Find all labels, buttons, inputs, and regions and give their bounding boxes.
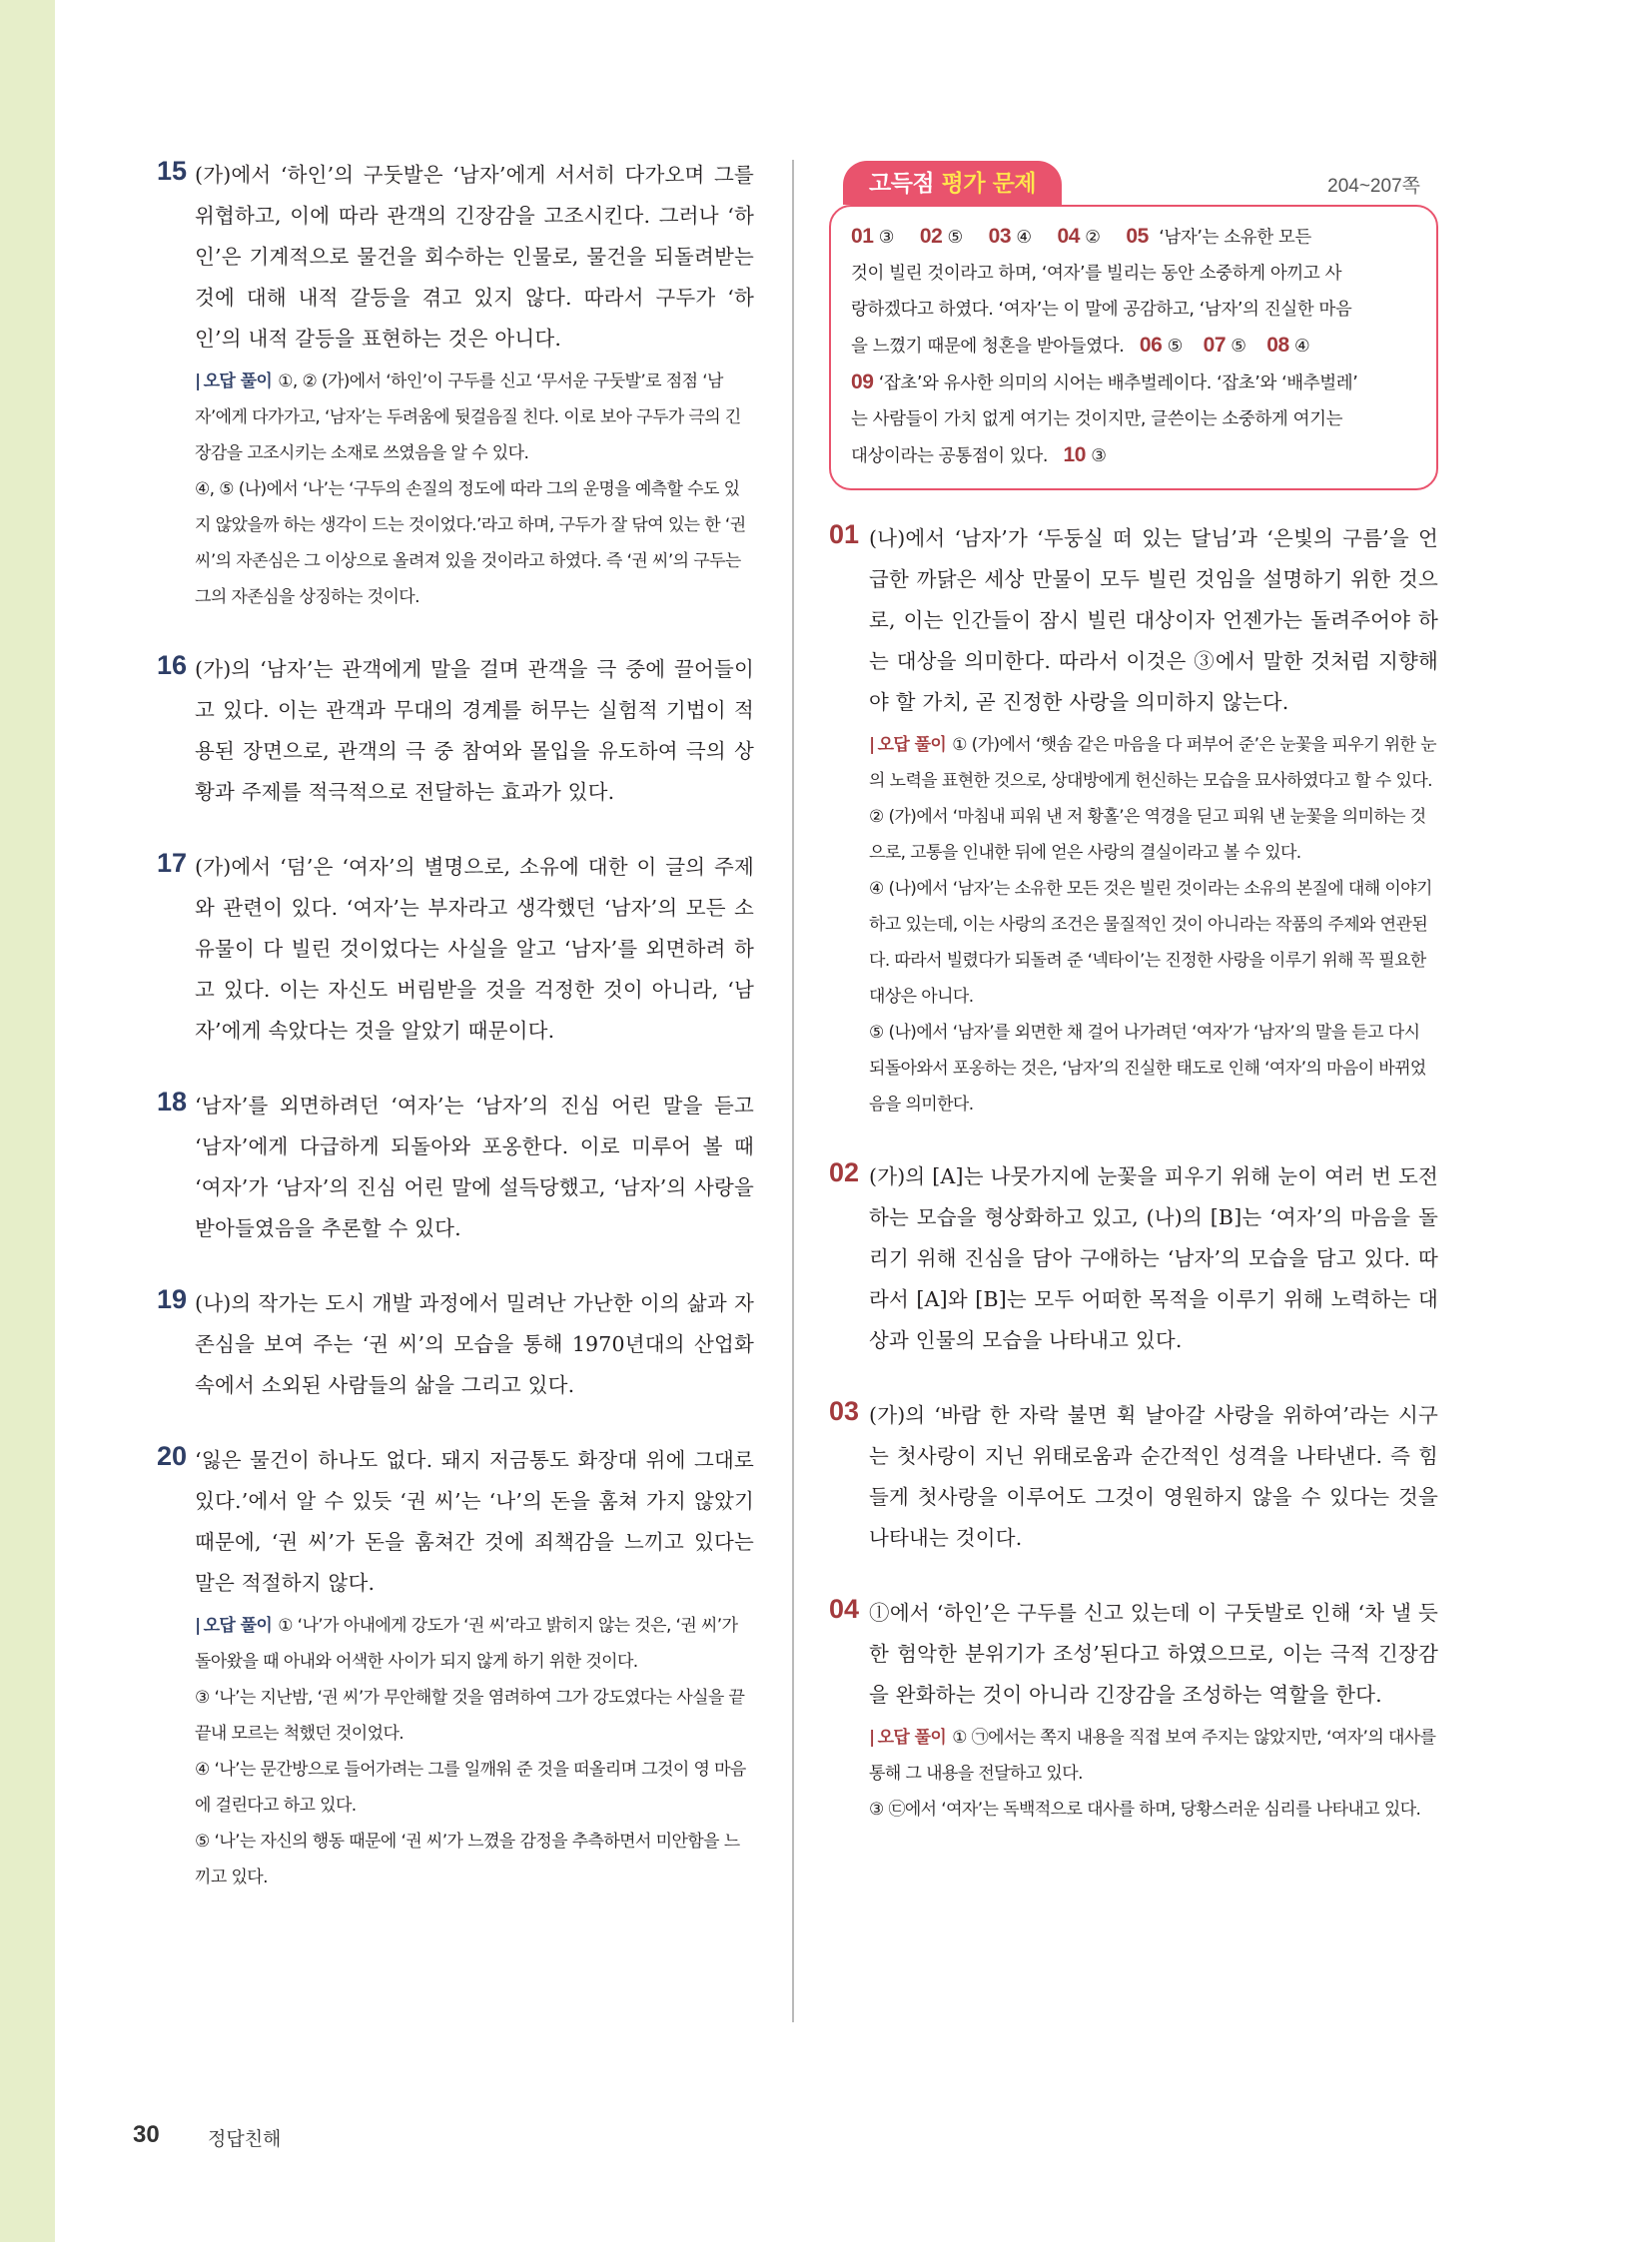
high-score-title-part1: 고득점 <box>869 171 935 197</box>
question-02 <box>829 1156 1438 1361</box>
wrong-answer-tag-label: 오답 풀이 <box>877 735 947 755</box>
question-explanation: (나)에서 ‘남자’가 ‘두둥실 떠 있는 달님’과 ‘은빛의 구름’을 언급한 까닭은 세상 만물이 모두 빌린 것임을 설명하기 위한 것으로, 이는 인간들이 잠시 빌린 대상이자 언젠가는 돌려주어야 하는 대상을 의미한다. 따라서 이것은 ③에서 말한 것처럼 지향해야 할 가치, 곧 진정한 사랑을 의미하지 않는다. <box>869 526 1438 714</box>
note-item <box>869 1015 1438 1122</box>
answer-line <box>851 256 1416 292</box>
note-item <box>195 471 754 615</box>
column-divider <box>792 160 794 2022</box>
answer-text: 을 느꼈기 때문에 청혼을 받아들였다. <box>851 337 1140 357</box>
question-number: 04 <box>829 1594 860 1624</box>
question-04 <box>829 1593 1438 1828</box>
note-item <box>195 1824 754 1895</box>
wrong-answer-tag: | 오답 풀이 <box>195 1616 273 1636</box>
wrong-answer-notes <box>195 364 754 615</box>
answer-text: 대상이라는 공통점이 있다. <box>851 446 1064 466</box>
answer-key-number: 02 <box>919 225 943 248</box>
high-score-pages: 204~207쪽 <box>1327 176 1420 197</box>
answer-text: ⑤ <box>1162 337 1204 357</box>
note-text: ③ ㉢에서 ‘여자’는 독백적으로 대사를 하며, 당황스러운 심리를 나타내고 있다. <box>869 1800 1421 1820</box>
note-item <box>195 1752 754 1824</box>
question-number: 19 <box>157 1284 188 1314</box>
answer-key-number: 03 <box>988 225 1012 248</box>
answer-line <box>851 219 1416 256</box>
answer-key-number: 09 <box>851 371 874 393</box>
question-19 <box>155 1283 754 1406</box>
note-text: ① ㉠에서는 쪽지 내용을 직접 보여 주지는 않았지만, ‘여자’의 대사를 통해 그 내용을 전달하고 있다. <box>869 1728 1436 1784</box>
question-20 <box>155 1440 754 1895</box>
answer-key-number: 10 <box>1063 443 1087 466</box>
note-item <box>195 1608 754 1680</box>
answer-line <box>851 401 1416 437</box>
wrong-answer-tag-label: 오답 풀이 <box>203 372 273 391</box>
question-number: 17 <box>157 848 188 878</box>
answer-key-number: 05 <box>1126 225 1149 248</box>
answer-text: 는 사람들이 가치 없게 여기는 것이지만, 글쓴이는 소중하게 여기는 <box>851 409 1343 429</box>
question-number: 16 <box>157 650 188 680</box>
answer-text: ③ <box>1086 446 1107 466</box>
note-item <box>869 727 1438 799</box>
question-explanation: (나)의 작가는 도시 개발 과정에서 밀려난 가난한 이의 삶과 자존심을 보여 주는 ‘권 씨’의 모습을 통해 1970년대의 산업화 속에서 소외된 사람들의 삶을 그리고 있다. <box>195 1291 754 1397</box>
question-number: 02 <box>829 1157 860 1187</box>
wrong-answer-notes <box>869 1720 1438 1828</box>
footer-label: 정답친해 <box>208 2128 282 2150</box>
note-text: ① ‘나’가 아내에게 강도가 ‘권 씨’라고 밝히지 않는 것은, ‘권 씨’가 돌아왔을 때 아내와 어색한 사이가 되지 않게 하기 위한 것이다. <box>195 1616 738 1672</box>
answer-text: ④ <box>1288 337 1310 357</box>
answer-text: ‘남자’는 소유한 모든 <box>1148 228 1311 248</box>
question-17 <box>155 847 754 1052</box>
question-explanation: ⓛ에서 ‘하인’은 구두를 신고 있는데 이 구둣발로 인해 ‘차 낼 듯한 험악한 분위기가 조성’된다고 하였으므로, 이는 극적 긴장감을 완화하는 것이 아니라 긴장감을 조성하는 역할을 한다. <box>869 1601 1438 1707</box>
wrong-answer-notes <box>869 727 1438 1122</box>
wrong-answer-tag: | 오답 풀이 <box>869 1728 947 1748</box>
high-score-header <box>829 155 1438 205</box>
answer-text: ‘잡초’와 유사한 의미의 시어는 배추벌레이다. ‘잡초’와 ‘배추벌레’ <box>873 374 1358 393</box>
question-16 <box>155 649 754 813</box>
note-text: ④ ‘나’는 문간방으로 들어가려는 그를 일깨워 준 것을 떠올리며 그것이 영 마음에 걸린다고 하고 있다. <box>195 1760 746 1816</box>
note-text: ③ ‘나’는 지난밤, ‘권 씨’가 무안해할 것을 염려하여 그가 강도였다는 사실을 끝끝내 모르는 척했던 것이었다. <box>195 1688 745 1744</box>
high-score-title <box>843 161 1062 205</box>
high-score-title-part2: 평가 문제 <box>941 171 1037 197</box>
answer-text: ② <box>1080 228 1127 248</box>
answer-text: ④ <box>1011 228 1058 248</box>
note-text: ④, ⑤ (나)에서 ‘나’는 ‘구두의 손질의 정도에 따라 그의 운명을 예측할 수도 있지 않았을까 하는 생각이 드는 것이었다.’라고 하며, 구두가 잘 닦여 있는 한 ‘권 씨’의 자존심은 그 이상으로 올려져 있을 것이라고 하였다. 즉 ‘권 씨’의 구두는 그의 자존심을 상징하는 것이다. <box>195 479 746 607</box>
question-explanation: (가)에서 ‘하인’의 구둣발은 ‘남자’에게 서서히 다가오며 그를 위협하고, 이에 따라 관객의 긴장감을 고조시킨다. 그러나 ‘하인’은 기계적으로 물건을 회수하는 인물로, 물건을 되돌려받는 것에 대해 내적 갈등을 겪고 있지 않다. 따라서 구두가 ‘하인’의 내적 갈등을 표현하는 것은 아니다. <box>195 163 754 351</box>
answer-key-number: 07 <box>1203 334 1227 357</box>
note-item <box>869 871 1438 1015</box>
question-explanation: (가)에서 ‘덤’은 ‘여자’의 별명으로, 소유에 대한 이 글의 주제와 관련이 있다. ‘여자’는 부자라고 생각했던 ‘남자’의 모든 소유물이 다 빌린 것이었다는 사실을 알고 ‘남자’를 외면하려 하고 있다. 이는 자신도 버림받을 것을 걱정한 것이 아니라, ‘남자’에게 속았다는 것을 알았기 때문이다. <box>195 855 754 1043</box>
question-18 <box>155 1086 754 1249</box>
right-questions <box>829 518 1438 1828</box>
question-number: 15 <box>157 156 188 186</box>
question-01 <box>829 518 1438 1122</box>
note-item <box>195 364 754 471</box>
wrong-answer-tag-label: 오답 풀이 <box>877 1728 947 1748</box>
answer-key-number: 04 <box>1057 225 1081 248</box>
question-explanation: (가)의 [A]는 나뭇가지에 눈꽃을 피우기 위해 눈이 여러 번 도전하는 모습을 형상화하고 있고, (나)의 [B]는 ‘여자’의 마음을 돌리기 위해 진심을 담아 구애하는 ‘남자’의 모습을 담고 있다. 따라서 [A]와 [B]는 모두 어떠한 목적을 이루기 위해 노력하는 대상과 인물의 모습을 나타내고 있다. <box>869 1164 1438 1352</box>
answer-line <box>851 328 1416 365</box>
wrong-answer-tag-label: 오답 풀이 <box>203 1616 273 1636</box>
question-number: 03 <box>829 1396 860 1426</box>
wrong-answer-tag: | 오답 풀이 <box>869 735 947 755</box>
answer-line <box>851 292 1416 328</box>
note-item <box>869 1792 1438 1828</box>
answer-text: ③ <box>873 228 920 248</box>
question-03 <box>829 1395 1438 1559</box>
wrong-answer-tag: | 오답 풀이 <box>195 372 273 391</box>
note-item <box>869 1720 1438 1792</box>
side-color-band <box>0 0 55 2242</box>
note-text: ④ (나)에서 ‘남자’는 소유한 모든 것은 빌린 것이라는 소유의 본질에 대해 이야기하고 있는데, 이는 사랑의 조건은 물질적인 것이 아니라는 작품의 주제와 연관된다. 따라서 빌렸다가 되돌려 준 ‘넥타이’는 진정한 사랑을 이루기 위해 꼭 필요한 대상은 아니다. <box>869 879 1432 1007</box>
question-number: 01 <box>829 519 860 549</box>
answer-key-number: 06 <box>1139 334 1163 357</box>
question-explanation: (가)의 ‘바람 한 자락 불면 휙 날아갈 사랑을 위하여’라는 시구는 첫사랑이 지닌 위태로움과 순간적인 성격을 나타낸다. 즉 힘들게 첫사랑을 이루어도 그것이 영원하지 않을 수 있다는 것을 나타내는 것이다. <box>869 1403 1438 1550</box>
note-text: ① (가)에서 ‘햇솜 같은 마음을 다 퍼부어 준’은 눈꽃을 피우기 위한 눈의 노력을 표현한 것으로, 상대방에게 헌신하는 모습을 묘사하였다고 할 수 있다. <box>869 735 1436 791</box>
note-item <box>195 1680 754 1752</box>
question-explanation: ‘잃은 물건이 하나도 없다. 돼지 저금통도 화장대 위에 그대로 있다.’에서 알 수 있듯 ‘권 씨’는 ‘나’의 돈을 훔쳐 가지 않았기 때문에, ‘권 씨’가 돈을 훔쳐간 것에 죄책감을 느끼고 있다는 말은 적절하지 않다. <box>195 1448 754 1595</box>
note-text: ⑤ ‘나’는 자신의 행동 때문에 ‘권 씨’가 느꼈을 감정을 추측하면서 미안함을 느끼고 있다. <box>195 1832 740 1887</box>
answer-key-number: 01 <box>851 225 874 248</box>
right-column <box>829 155 1438 1862</box>
question-number: 18 <box>157 1087 188 1117</box>
left-column <box>155 155 754 1929</box>
answer-line <box>851 437 1416 474</box>
question-15 <box>155 155 754 615</box>
answer-text: ⑤ <box>942 228 989 248</box>
answer-key-number: 08 <box>1266 334 1289 357</box>
question-explanation: (가)의 ‘남자’는 관객에게 말을 걸며 관객을 극 중에 끌어들이고 있다. 이는 관객과 무대의 경계를 허무는 실험적 기법이 적용된 장면으로, 관객의 극 중 참여와 몰입을 유도하여 극의 상황과 주제를 적극적으로 전달하는 효과가 있다. <box>195 657 754 804</box>
question-explanation: ‘남자’를 외면하려던 ‘여자’는 ‘남자’의 진심 어린 말을 듣고 ‘남자’에게 다급하게 되돌아와 포옹한다. 이로 미루어 볼 때 ‘여자’가 ‘남자’의 진심 어린 말에 설득당했고, ‘남자’의 사랑을 받아들였음을 추론할 수 있다. <box>195 1094 754 1240</box>
note-text: ⑤ (나)에서 ‘남자’를 외면한 채 걸어 나가려던 ‘여자’가 ‘남자’의 말을 듣고 다시 되돌아와서 포옹하는 것은, ‘남자’의 진실한 태도로 인해 ‘여자’의 마음이 바뀌었음을 의미한다. <box>869 1023 1426 1115</box>
wrong-answer-notes <box>195 1608 754 1895</box>
question-number: 20 <box>157 1441 188 1471</box>
answer-text: ⑤ <box>1226 337 1267 357</box>
answer-text: 랑하겠다고 하였다. ‘여자’는 이 말에 공감하고, ‘남자’의 진실한 마음 <box>851 300 1352 320</box>
note-text: ② (가)에서 ‘마침내 피워 낸 저 황홀’은 역경을 딛고 피워 낸 눈꽃을 의미하는 것으로, 고통을 인내한 뒤에 얻은 사랑의 결실이라고 볼 수 있다. <box>869 807 1426 863</box>
answer-text: 것이 빌린 것이라고 하며, ‘여자’를 빌리는 동안 소중하게 아끼고 사 <box>851 264 1342 284</box>
note-item <box>869 799 1438 871</box>
page-number: 30 <box>133 2121 160 2148</box>
answer-line <box>851 365 1416 401</box>
note-text: ①, ② (가)에서 ‘하인’이 구두를 신고 ‘무서운 구둣발’로 점점 ‘남자’에게 다가가고, ‘남자’는 두려움에 뒷걸음질 친다. 이로 보아 구두가 극의 긴장감을 고조시키는 소재로 쓰였음을 알 수 있다. <box>195 372 741 463</box>
high-score-answer-box <box>829 205 1438 490</box>
